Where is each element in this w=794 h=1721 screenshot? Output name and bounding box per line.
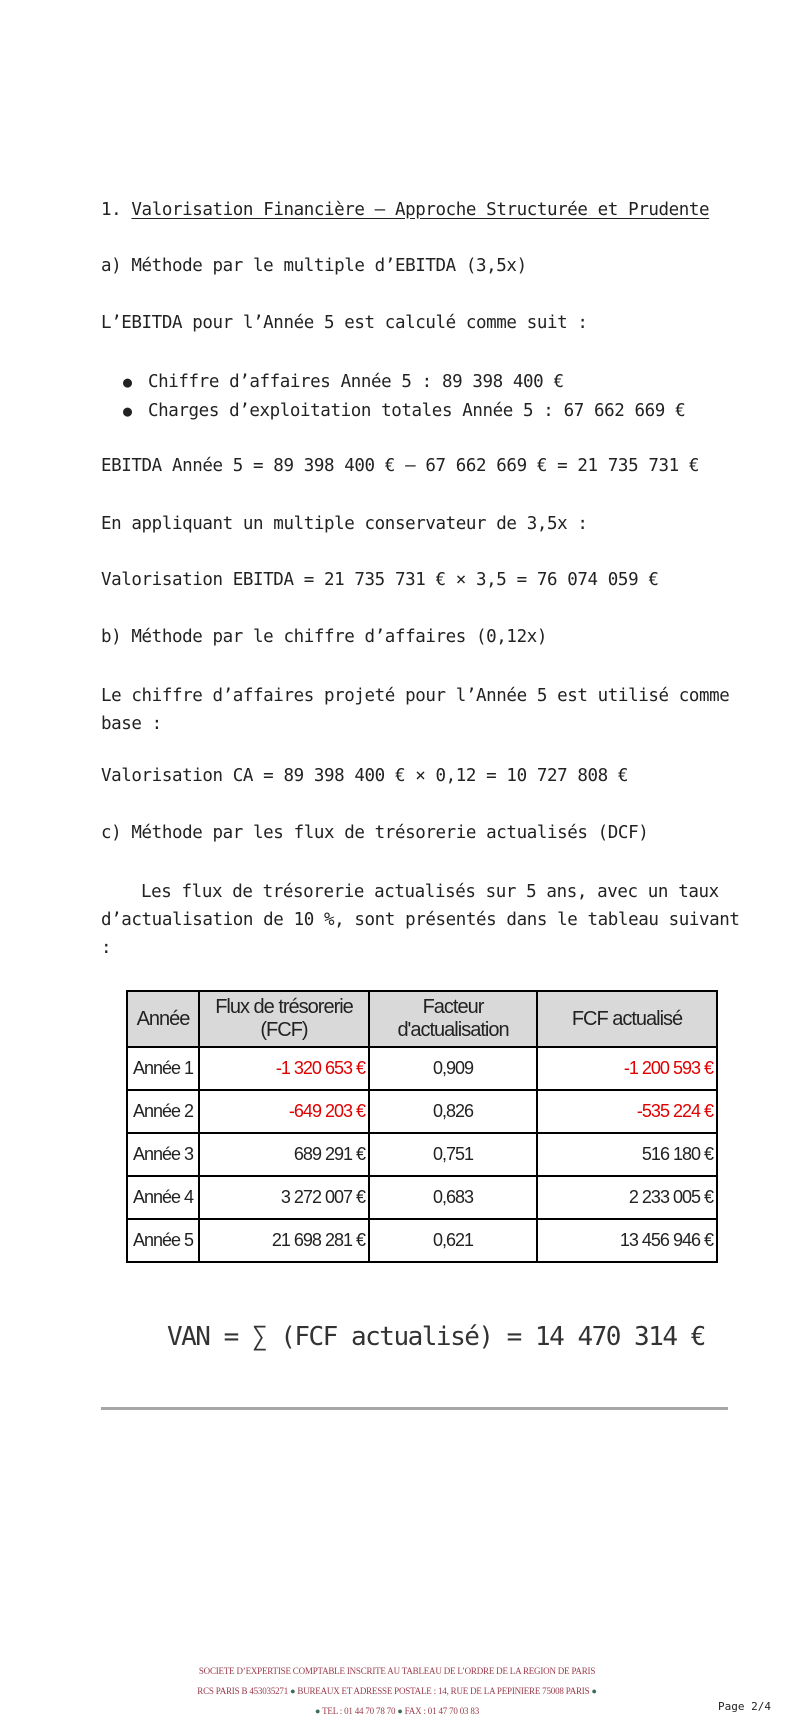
bullet-icon: ● xyxy=(290,1686,296,1696)
ebitda-valuation: Valorisation EBITDA = 21 735 731 € × 3,5 = 76 074 059 € xyxy=(101,570,659,590)
bullet-icon: ● xyxy=(123,402,132,420)
cell-fcf: 21 698 281 € xyxy=(199,1219,369,1262)
footer-line-2 xyxy=(0,1681,794,1701)
revenue-valuation: Valorisation CA = 89 398 400 € × 0,12 = 10 727 808 € xyxy=(101,766,629,786)
page-number: Page 2/4 xyxy=(718,1700,771,1713)
bullet-icon: ● xyxy=(397,1706,403,1716)
bullet-value: : 67 662 669 € xyxy=(533,401,686,421)
table-row xyxy=(127,1090,717,1133)
table-header-row xyxy=(127,991,717,1047)
cell-discounted: 516 180 € xyxy=(537,1133,717,1176)
cell-discounted: 13 456 946 € xyxy=(537,1219,717,1262)
list-item xyxy=(101,397,685,426)
footer-line-3 xyxy=(0,1701,794,1721)
divider xyxy=(101,1407,728,1410)
method-a-heading: a) Méthode par le multiple d’EBITDA (3,5x) xyxy=(101,256,527,276)
header-discounted: FCF actualisé xyxy=(537,991,717,1047)
cell-fcf: -1 320 653 € xyxy=(199,1047,369,1090)
ebitda-components-list xyxy=(101,368,685,426)
van-result: VAN = ∑ (FCF actualisé) = 14 470 314 € xyxy=(167,1322,705,1352)
cell-year: Année 2 xyxy=(127,1090,199,1133)
cell-discounted: 2 233 005 € xyxy=(537,1176,717,1219)
cell-year: Année 3 xyxy=(127,1133,199,1176)
method-a-intro: L’EBITDA pour l’Année 5 est calculé comme suit : xyxy=(101,313,588,333)
header-fcf: Flux de trésorerie (FCF) xyxy=(199,991,369,1047)
cell-fcf: 689 291 € xyxy=(199,1133,369,1176)
cell-year: Année 4 xyxy=(127,1176,199,1219)
section-heading xyxy=(101,200,709,220)
cell-factor: 0,909 xyxy=(369,1047,537,1090)
bullet-icon: ● xyxy=(591,1686,597,1696)
footer xyxy=(0,1661,794,1721)
dcf-table xyxy=(126,990,718,1263)
cell-factor: 0,683 xyxy=(369,1176,537,1219)
section-title: Valorisation Financière – Approche Structurée et Prudente xyxy=(131,200,710,220)
table-row xyxy=(127,1219,717,1262)
footer-rcs: RCS PARIS B 453035271 xyxy=(197,1686,289,1696)
list-item xyxy=(101,368,685,397)
bullet-value: : 89 398 400 € xyxy=(411,372,564,392)
bullet-label: Charges d’exploitation totales Année 5 xyxy=(148,401,534,421)
footer-line-1: SOCIETE D’EXPERTISE COMPTABLE INSCRITE AU TABLEAU DE L’ORDRE DE LA REGION DE PARIS xyxy=(198,1666,596,1676)
footer-tel: TEL : 01 44 70 78 70 xyxy=(322,1706,396,1716)
bullet-icon: ● xyxy=(314,1706,321,1716)
footer-address: BUREAUX ET ADRESSE POSTALE : 14, RUE DE LA PEPINIERE 75008 PARIS xyxy=(297,1686,590,1696)
header-factor: Facteur d'actualisation xyxy=(369,991,537,1047)
table-row xyxy=(127,1176,717,1219)
cell-fcf: -649 203 € xyxy=(199,1090,369,1133)
bullet-icon: ● xyxy=(123,373,132,391)
multiple-intro: En appliquant un multiple conservateur de 3,5x : xyxy=(101,514,588,534)
footer-fax: FAX : 01 47 70 03 83 xyxy=(404,1706,480,1716)
cell-discounted: -535 224 € xyxy=(537,1090,717,1133)
cell-factor: 0,621 xyxy=(369,1219,537,1262)
cell-year: Année 5 xyxy=(127,1219,199,1262)
cell-year: Année 1 xyxy=(127,1047,199,1090)
method-b-intro: Le chiffre d’affaires projeté pour l’Année 5 est utilisé comme base : xyxy=(101,686,730,734)
cell-fcf: 3 272 007 € xyxy=(199,1176,369,1219)
header-year: Année xyxy=(127,991,199,1047)
cell-factor: 0,826 xyxy=(369,1090,537,1133)
method-c-intro xyxy=(101,878,741,962)
section-number: 1. xyxy=(101,200,122,220)
table-row xyxy=(127,1047,717,1090)
method-c-heading: c) Méthode par les flux de trésorerie actualisés (DCF) xyxy=(101,823,649,843)
table-row xyxy=(127,1133,717,1176)
cell-discounted: -1 200 593 € xyxy=(537,1047,717,1090)
bullet-label: Chiffre d’affaires Année 5 xyxy=(148,372,412,392)
method-b-heading: b) Méthode par le chiffre d’affaires (0,12x) xyxy=(101,627,547,647)
cell-factor: 0,751 xyxy=(369,1133,537,1176)
ebitda-calculation: EBITDA Année 5 = 89 398 400 € – 67 662 669 € = 21 735 731 € xyxy=(101,456,700,476)
method-c-intro-text: Les flux de trésorerie actualisés sur 5 ans, avec un taux d’actualisation de 10 %, sont présentés dans le tableau suivant : xyxy=(101,882,740,958)
